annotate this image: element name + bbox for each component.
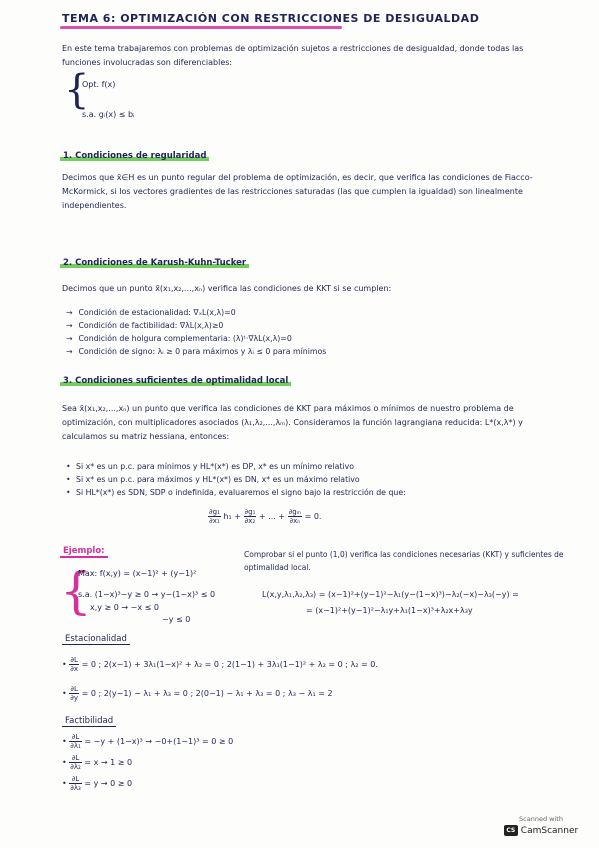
problem-objective: Opt. f(x) (82, 80, 116, 89)
kkt-item: → Condición de factibilidad: ∇λL(x,λ)≥0 (66, 321, 224, 330)
feasibility-heading: Factibilidad (62, 716, 116, 727)
example-constraint-3: −y ≤ 0 (162, 615, 191, 624)
arrow-icon: → (66, 334, 73, 343)
arrow-icon: → (66, 308, 73, 317)
problem-brace: { (64, 67, 90, 113)
example-constraint-1: s.a. (1−x)³−y ≥ 0 → y−(1−x)³ ≤ 0 (78, 590, 216, 599)
bullet-dot-icon: • (62, 660, 67, 669)
kkt-conditions-list (66, 306, 546, 358)
camscanner-logo-icon: CS (504, 825, 518, 836)
arrow-icon: → (66, 347, 73, 356)
arrow-icon: → (66, 321, 73, 330)
kkt-item: → Condición de signo: λᵢ ≥ 0 para máximos y λᵢ ≤ 0 para mínimos (66, 347, 327, 356)
scanned-with-label: Scanned with (519, 815, 563, 823)
feasibility-lambda2: • $\frac{\partial L}{\text{∂λ₂}}$ = x → 1 ≥ 0 (62, 754, 133, 771)
lagrangian-line-1: L(x,y,λ₁,λ₂,λ₃) = (x−1)²+(y−1)²−λ₁(y−(1−x)³)−λ₂(−x)−λ₃(−y) = (262, 590, 519, 599)
bullet-dot-icon: • (62, 689, 67, 698)
example-statement: Comprobar si el punto (1,0) verifica las condiciones necesarias (KKT) y suficientes de optimalidad local. (244, 550, 564, 572)
criterion-item: • Si HL*(x*) es SDN, SDP o indefinida, evaluaremos el signo bajo la restricción de que: (66, 488, 406, 497)
tangent-restriction-formula: $\frac{\text{∂g₁}}{\text{∂x₁}}$ h₁ + $\frac{\text{∂g₁}}{\text{∂x₂}}$ + ... + $\frac{\text{∂gₘ}}{\text{∂xₙ}}$ = 0. (209, 508, 322, 525)
section3-heading: 3. Condiciones suficientes de optimalidad local (60, 376, 291, 386)
example-label: Ejemplo: (60, 546, 108, 558)
kkt-item: → Condición de holgura complementaria: (λ)ᵗ·∇λL(x,λ)=0 (66, 334, 292, 343)
intro-text: En este tema trabajaremos con problemas de optimización sujetos a restricciones de desigualdad, donde todas las funciones involucradas son diferenciables: (62, 44, 524, 67)
section2-text: Decimos que un punto x̄(x₁,x₂,...,xₙ) verifica las condiciones de KKT si se cumplen: (62, 284, 392, 293)
bullet-dot-icon: • (66, 475, 71, 484)
section3-text: Sea x̄(x₁,x₂,...,xₙ) un punto que verifica las condiciones de KKT para máximos o mínimos de nuestro problema de optimización, con multiplicadores asociados (λ₁,λ₂,...,λₘ). Consideramos la función lagrangiana reducida: L*(x,λ*) y calculamos su matriz hessiana, entonces: (62, 404, 523, 441)
bullet-dot-icon: • (66, 488, 71, 497)
camscanner-brand (499, 825, 583, 836)
feasibility-lambda3: • $\frac{\partial L}{\text{∂λ₃}}$ = y → 0 ≥ 0 (62, 775, 133, 792)
criterion-item: • Si x* es un p.c. para máximos y HL*(x*) es DN, x* es un máximo relativo (66, 475, 360, 484)
feasibility-lambda1: • $\frac{\partial L}{\text{∂λ₁}}$ = −y + (1−x)³ → −0+(1−1)³ = 0 ≥ 0 (62, 733, 234, 750)
bullet-dot-icon: • (62, 737, 67, 746)
camscanner-watermark (499, 815, 583, 836)
bullet-dot-icon: • (62, 758, 67, 767)
section1-heading: 1. Condiciones de regularidad (60, 151, 209, 161)
bullet-dot-icon: • (66, 462, 71, 471)
stationarity-x: • $\frac{\partial L}{\partial x}$ = 0 ; 2(x−1) + 3λ₁(1−x)² + λ₂ = 0 ; 2(1−1) + 3λ₁(1−1)² + λ₂ = 0 ; λ₂ = 0. (62, 656, 378, 673)
example-objective: Max: f(x,y) = (x−1)² + (y−1)² (78, 569, 197, 578)
hessian-criteria-list (66, 460, 566, 499)
criterion-item: • Si x* es un p.c. para mínimos y HL*(x*) es DP, x* es un mínimo relativo (66, 462, 354, 471)
stationarity-heading: Estacionalidad (62, 634, 130, 645)
kkt-item: → Condición de estacionalidad: ∇ₓL(x,λ)=0 (66, 308, 236, 317)
example-constraint-2: x,y ≥ 0 → −x ≤ 0 (90, 603, 159, 612)
bullet-dot-icon: • (62, 779, 67, 788)
section1-text: Decimos que x̄∈H es un punto regular del problema de optimización, es decir, que verifica las condiciones de Fiacco-McKormick, si los vectores gradientes de las restricciones saturadas (las que cumplen la igualdad) son linealmente independientes. (62, 173, 533, 210)
section2-heading: 2. Condiciones de Karush-Kuhn-Tucker (60, 258, 249, 268)
lagrangian-line-2: = (x−1)²+(y−1)²−λ₁y+λ₁(1−x)³+λ₂x+λ₃y (306, 606, 473, 615)
page-title: TEMA 6: OPTIMIZACIÓN CON RESTRICCIONES DE DESIGUALDAD (62, 12, 480, 25)
camscanner-name: CamScanner (520, 825, 579, 836)
title-underline (60, 26, 342, 29)
example-brace: { (60, 562, 92, 620)
problem-constraint: s.a. gᵢ(x) ≤ bᵢ (82, 110, 135, 119)
stationarity-y: • $\frac{\partial L}{\partial y}$ = 0 ; 2(y−1) − λ₁ + λ₃ = 0 ; 2(0−1) − λ₁ + λ₃ = 0 ; λ₃ − λ₁ = 2 (62, 685, 333, 702)
